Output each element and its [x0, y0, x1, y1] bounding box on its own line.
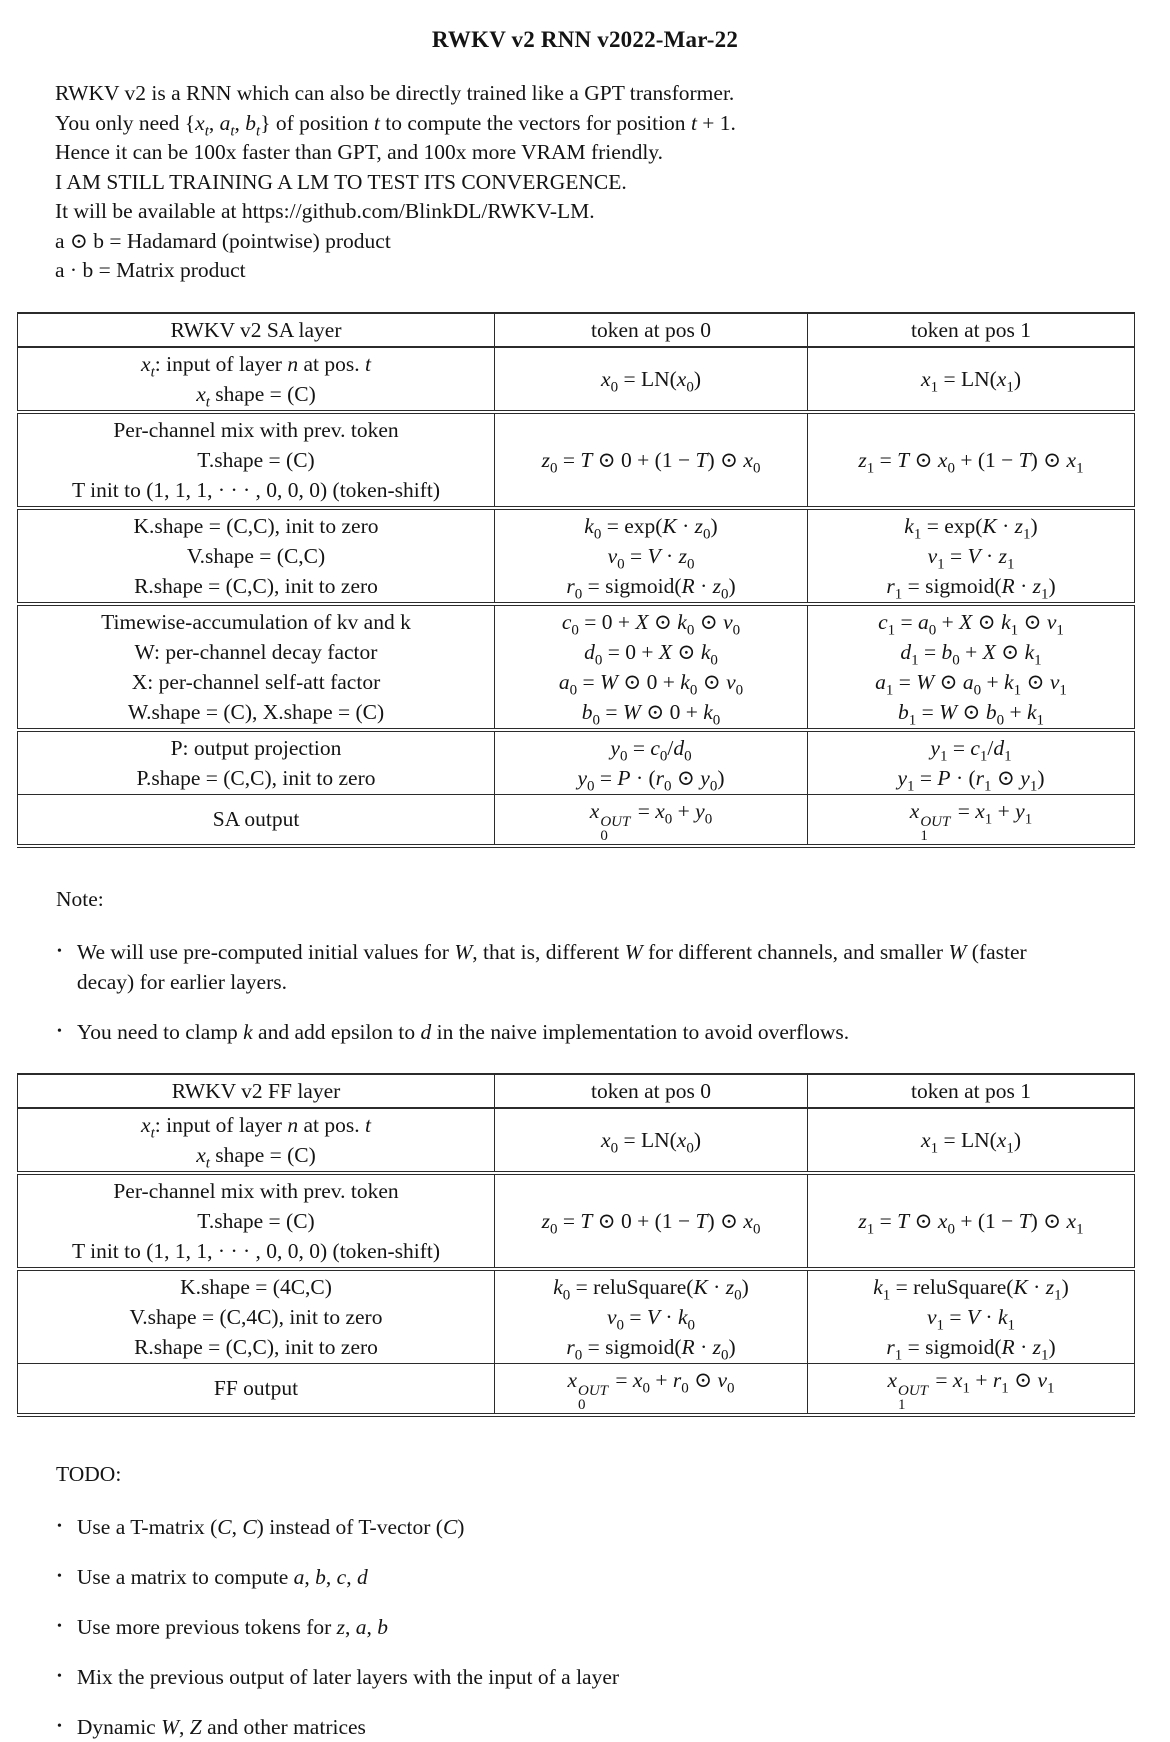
table-row	[18, 1173, 1135, 1269]
math-line: $a_1 = W$ ⊙ $a_0 + k_1$ ⊙ $v_1$	[875, 669, 1067, 698]
table-row	[18, 412, 1135, 508]
intro-line: Hence it can be 100x faster than GPT, and 100x more VRAM friendly.	[55, 140, 664, 164]
math-line: V.shape = (C,4C), init to zero	[129, 1304, 383, 1329]
pos0-cell	[495, 1108, 808, 1173]
math-line: P.shape = (C,C), init to zero	[136, 765, 376, 790]
note-heading: Note:	[56, 886, 104, 911]
math-line: $x_t$: input of layer n at pos. t	[141, 351, 371, 380]
math-line: $r_0$ = sigmoid(R · $z_0$)	[566, 573, 736, 602]
intro-line: I AM STILL TRAINING A LM TO TEST ITS CONVERGENCE.	[55, 169, 627, 194]
note-list	[0, 937, 1170, 1047]
pos1-cell	[808, 347, 1135, 412]
math-line: Timewise-accumulation of kv and k	[101, 609, 411, 634]
bullet-item	[57, 1562, 1170, 1592]
row-label-cell	[18, 1269, 495, 1364]
math-line: $z_0 = T$ ⊙ 0 + (1 − T) ⊙ $x_0$	[541, 1208, 761, 1237]
math-line: $d_1 = b_0 + X$ ⊙ $k_1$	[900, 639, 1042, 668]
bullet-item	[57, 1662, 1170, 1692]
math-line: FF output	[213, 1376, 299, 1400]
math-line: $y_0 = P \cdot (r_0$ ⊙ $y_0$)	[577, 765, 725, 794]
pos1-cell	[808, 604, 1135, 730]
bullet-text: Mix the previous output of later layers with the input of a layer	[76, 1664, 620, 1689]
bullet-text: Dynamic W, Z and other matrices	[76, 1714, 366, 1739]
pos0-cell	[495, 1363, 808, 1415]
pos1-cell	[808, 412, 1135, 508]
row-label-cell	[18, 604, 495, 730]
todo-heading: TODO:	[56, 1461, 122, 1486]
math-line: R.shape = (C,C), init to zero	[134, 573, 378, 598]
math-line: $b_1 = W$ ⊙ $b_0 + k_1$	[897, 699, 1044, 728]
intro-line: RWKV v2 is a RNN which can also be directly trained like a GPT transformer.	[55, 81, 735, 105]
row-label-cell	[18, 1363, 495, 1415]
table-row	[18, 604, 1135, 730]
math-line: T init to (1, 1, 1, · · · , 0, 0, 0) (token-shift)	[71, 477, 441, 502]
sa-layer-table	[17, 312, 1135, 848]
math-line: $x_1 = LN(x_1)$	[921, 1127, 1021, 1156]
intro-paragraph	[55, 79, 1170, 286]
intro-line: a ⊙ b = Hadamard (pointwise) product	[55, 228, 391, 253]
math-line: V.shape = (C,C)	[186, 543, 326, 568]
pos0-cell	[495, 347, 808, 412]
bullet-item	[57, 1512, 1170, 1542]
pos0-cell	[495, 412, 808, 508]
bullet-text: You need to clamp k and add epsilon to d in the naive implementation to avoid overflows.	[76, 1019, 850, 1044]
math-line: $a_0 = W$ ⊙ $0 + k_0$ ⊙ $v_0$	[558, 669, 744, 698]
ff-layer-table	[17, 1073, 1135, 1417]
pos1-cell	[808, 508, 1135, 604]
bullet-icon: •	[57, 1568, 62, 1584]
bullet-item	[57, 937, 1170, 997]
pos1-cell	[808, 1108, 1135, 1173]
math-line: $r_1$ = sigmoid(R · $z_1$)	[886, 1334, 1056, 1363]
bullet-text: Use more previous tokens for z, a, b	[76, 1614, 389, 1639]
math-line: T.shape = (C)	[197, 1208, 315, 1233]
math-line: $x_0 = LN(x_0)$	[601, 1127, 701, 1156]
table-row	[18, 347, 1135, 412]
math-line: T init to (1, 1, 1, · · · , 0, 0, 0) (token-shift)	[71, 1238, 441, 1263]
math-line: R.shape = (C,C), init to zero	[134, 1334, 378, 1359]
page-title: RWKV v2 RNN v2022-Mar-22	[431, 27, 739, 52]
math-line: Per-channel mix with prev. token	[113, 1178, 399, 1203]
math-line: SA output	[212, 807, 300, 831]
column-header: token at pos 0	[495, 313, 808, 347]
math-line: $y_1 = P \cdot (r_1$ ⊙ $y_1$)	[897, 765, 1045, 794]
math-line: $d_0 = 0 + X$ ⊙ $k_0$	[584, 639, 718, 668]
bullet-text: We will use pre-computed initial values for W, that is, different W for different channels, and smaller W (faster decay) for earlier layers.	[76, 939, 1027, 994]
pos0-cell	[495, 730, 808, 795]
intro-line: You only need {$x_t$, $a_t$, $b_t$} of position t to compute the vectors for position t + 1.	[55, 110, 736, 139]
math-line: W.shape = (C), X.shape = (C)	[127, 699, 385, 724]
math-line: $y_1 = c_1/d_1$	[930, 735, 1012, 764]
pos0-cell	[495, 508, 808, 604]
row-label-cell	[18, 508, 495, 604]
math-line: $k_0$ = reluSquare(K · $z_0$)	[553, 1274, 749, 1303]
bullet-item	[57, 1712, 1170, 1742]
table-row	[18, 730, 1135, 795]
bullet-icon: •	[57, 1618, 62, 1634]
table-row	[18, 1108, 1135, 1173]
math-line: $v_1 = V \cdot z_1$	[927, 543, 1015, 572]
table-row	[18, 508, 1135, 604]
bullet-item	[57, 1612, 1170, 1642]
bullet-icon: •	[57, 943, 62, 959]
row-label-cell	[18, 412, 495, 508]
math-line: $z_1 = T$ ⊙ $x_0 + (1 - T)$ ⊙ $x_1$	[858, 447, 1084, 476]
pos1-cell	[808, 1173, 1135, 1269]
repo-url: https://github.com/BlinkDL/RWKV-LM	[241, 199, 590, 223]
bullet-icon: •	[57, 1718, 62, 1734]
column-header: token at pos 1	[808, 313, 1135, 347]
math-line: $x_0 = LN(x_0)$	[601, 366, 701, 395]
math-line: $v_0 = V \cdot k_0$	[606, 1304, 696, 1333]
row-label-cell	[18, 347, 495, 412]
math-line: $c_0 = 0 + X$ ⊙ $k_0$ ⊙ $v_0$	[561, 609, 741, 638]
math-line: $x_t$ shape = (C)	[196, 381, 316, 410]
table-row	[18, 1363, 1135, 1415]
intro-line: a · b = Matrix product	[55, 258, 246, 282]
bullet-icon: •	[57, 1518, 62, 1534]
pos0-cell	[495, 794, 808, 846]
pos1-cell	[808, 794, 1135, 846]
math-line: $x_t$: input of layer n at pos. t	[141, 1112, 371, 1141]
math-line: $k_0 = \exp(K \cdot z_0)$	[584, 513, 718, 542]
math-line: P: output projection	[170, 735, 342, 760]
pos1-cell	[808, 730, 1135, 795]
bullet-icon: •	[57, 1668, 62, 1684]
math-line: x OUT 0 = $x_0 + r_0$ ⊙ $v_0$	[567, 1367, 735, 1413]
bullet-icon: •	[57, 1023, 62, 1039]
table-row	[18, 794, 1135, 846]
bullet-text: Use a matrix to compute a, b, c, d	[76, 1564, 368, 1589]
column-header: token at pos 1	[808, 1074, 1135, 1108]
math-line: $z_1 = T$ ⊙ $x_0 + (1 - T)$ ⊙ $x_1$	[858, 1208, 1084, 1237]
math-line: $v_0 = V \cdot z_0$	[607, 543, 695, 572]
pos0-cell	[495, 1269, 808, 1364]
math-line: X: per-channel self-att factor	[131, 669, 381, 694]
math-line: $r_0$ = sigmoid(R · $z_0$)	[566, 1334, 736, 1363]
math-line: $v_1 = V \cdot k_1$	[926, 1304, 1016, 1333]
math-line: x OUT 1 = $x_1 + y_1$	[909, 798, 1033, 844]
todo-list	[0, 1512, 1170, 1742]
pos0-cell	[495, 1173, 808, 1269]
math-line: $r_1$ = sigmoid(R · $z_1$)	[886, 573, 1056, 602]
math-line: x OUT 0 = $x_0 + y_0$	[589, 798, 713, 844]
pos0-cell	[495, 604, 808, 730]
math-line: x OUT 1 = $x_1 + r_1$ ⊙ $v_1$	[887, 1367, 1055, 1413]
math-line: $x_t$ shape = (C)	[196, 1142, 316, 1171]
math-line: $x_1 = LN(x_1)$	[921, 366, 1021, 395]
pos1-cell	[808, 1363, 1135, 1415]
math-line: $k_1 = \exp(K \cdot z_1)$	[904, 513, 1038, 542]
math-line: $y_0 = c_0/d_0$	[610, 735, 692, 764]
row-label-cell	[18, 730, 495, 795]
intro-line: It will be available at https://github.com/BlinkDL/RWKV-LM.	[55, 199, 595, 223]
math-line: $c_1 = a_0 + X$ ⊙ $k_1$ ⊙ $v_1$	[878, 609, 1064, 638]
math-line: Per-channel mix with prev. token	[113, 417, 399, 442]
column-header: RWKV v2 SA layer	[18, 313, 495, 347]
math-line: K.shape = (4C,C)	[180, 1274, 332, 1299]
math-line: $k_1$ = reluSquare(K · $z_1$)	[873, 1274, 1069, 1303]
row-label-cell	[18, 1173, 495, 1269]
header-row	[18, 313, 1135, 347]
document-page	[0, 27, 1170, 1742]
math-line: K.shape = (C,C), init to zero	[133, 513, 379, 538]
pos1-cell	[808, 1269, 1135, 1364]
bullet-text: Use a T-matrix (C, C) instead of T-vector (C)	[76, 1514, 465, 1539]
column-header: RWKV v2 FF layer	[18, 1074, 495, 1108]
row-label-cell	[18, 794, 495, 846]
math-line: $b_0 = W$ ⊙ $0 + k_0$	[581, 699, 721, 728]
bullet-item	[57, 1017, 1170, 1047]
header-row	[18, 1074, 1135, 1108]
math-line: W: per-channel decay factor	[134, 639, 378, 664]
row-label-cell	[18, 1108, 495, 1173]
column-header: token at pos 0	[495, 1074, 808, 1108]
math-line: T.shape = (C)	[197, 447, 315, 472]
table-row	[18, 1269, 1135, 1364]
math-line: $z_0 = T$ ⊙ 0 + (1 − T) ⊙ $x_0$	[541, 447, 761, 476]
